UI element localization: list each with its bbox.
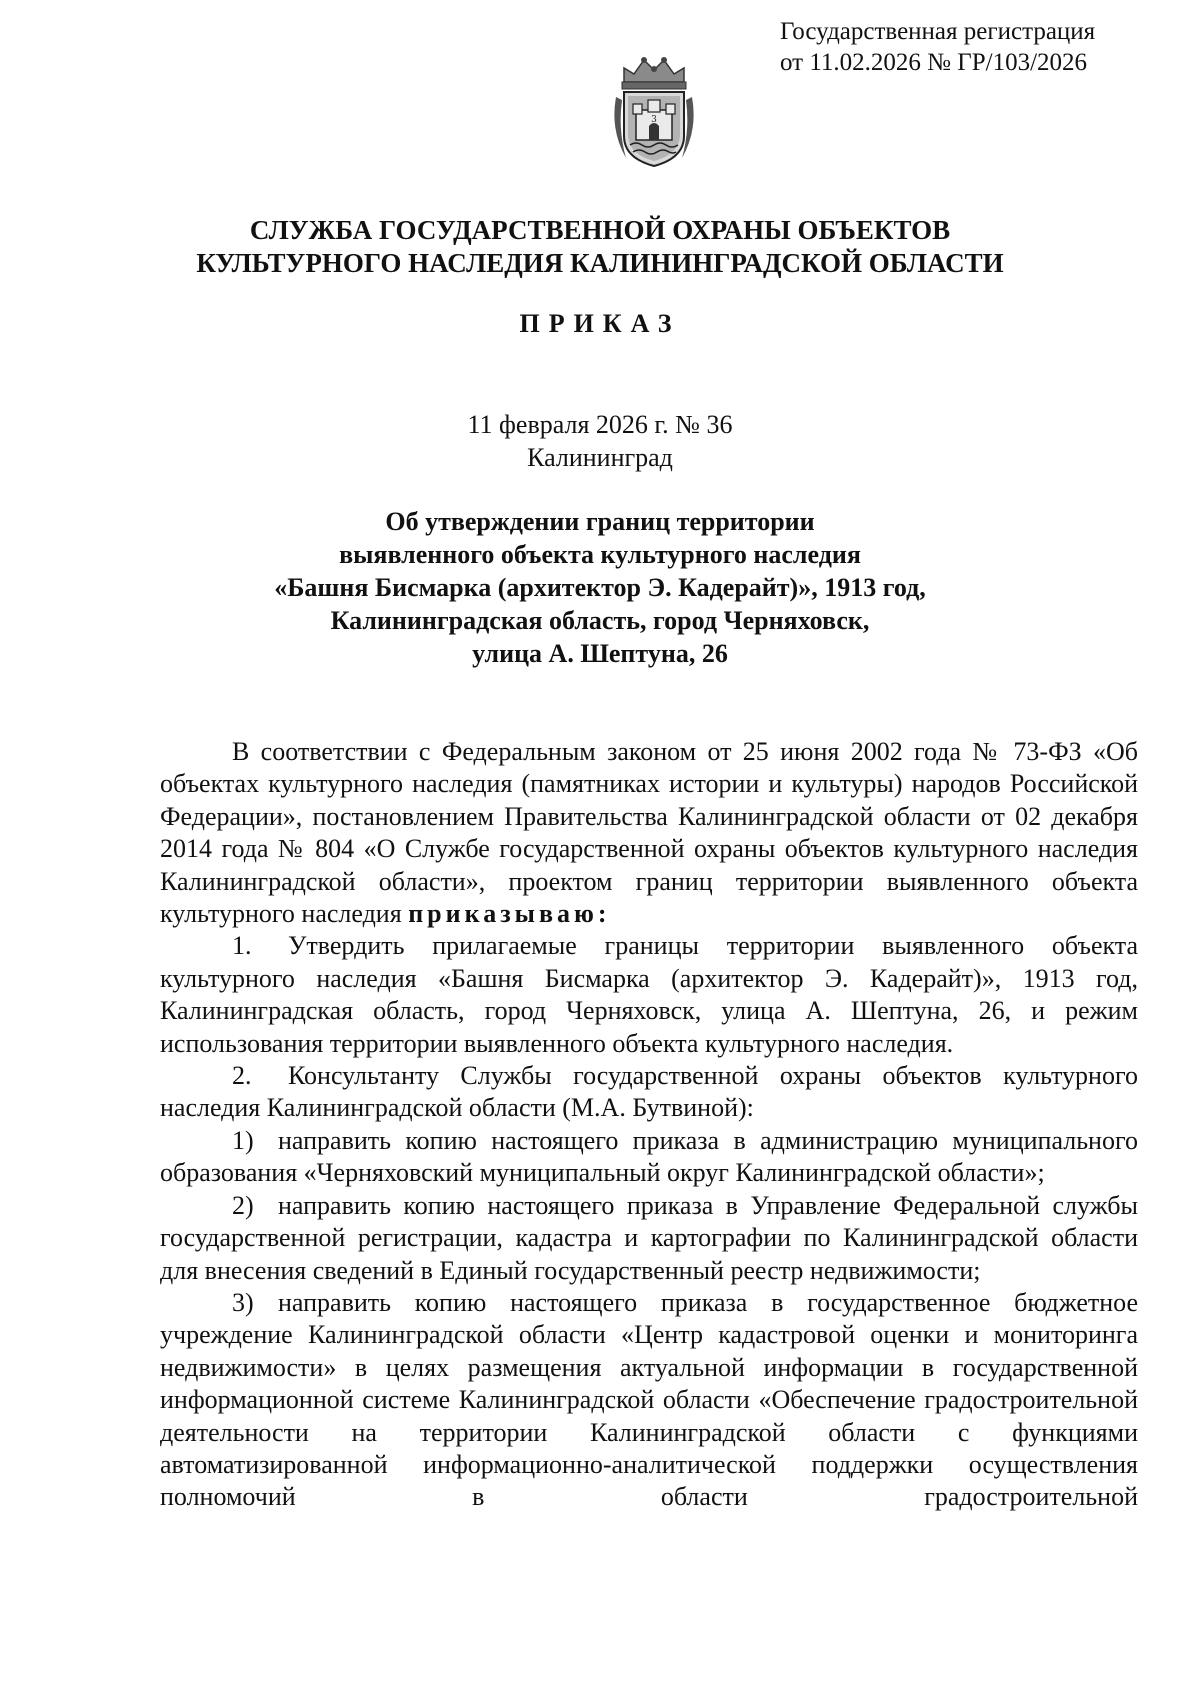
subject-line-2: выявленного объекта культурного наследия (339, 540, 861, 569)
preamble-paragraph (160, 736, 1138, 930)
document-type: ПРИКАЗ (519, 309, 681, 338)
kaliningrad-coat-of-arms-icon (610, 52, 698, 170)
preamble-emphasis: приказываю: (408, 899, 611, 929)
subitem-number: 2) (232, 1190, 254, 1220)
item-number: 2. (232, 1061, 252, 1091)
order-body (160, 736, 1138, 1514)
item-number: 1. (232, 931, 252, 961)
subject-line-1: Об утверждении границ территории (385, 507, 815, 536)
subitem-paragraph-2 (160, 1190, 1138, 1287)
organization-line-2: КУЛЬТУРНОГО НАСЛЕДИЯ КАЛИНИНГРАДСКОЙ ОБЛАСТИ (196, 248, 1004, 278)
organization-line-1: СЛУЖБА ГОСУДАРСТВЕННОЙ ОХРАНЫ ОБЪЕКТОВ (249, 215, 951, 245)
organization-name (150, 214, 1050, 280)
subject-line-3: «Башня Бисмарка (архитектор Э. Кадерайт)», 1913 год, (274, 573, 926, 602)
registration-line-2: от 11.02.2026 № ГР/103/2026 (780, 49, 1088, 76)
subject-line-4: Калининградская область, город Черняховск, (330, 606, 870, 635)
order-subject (150, 505, 1050, 670)
subitem-number: 1) (232, 1125, 254, 1155)
subitem-paragraph-3 (160, 1287, 1138, 1514)
svg-text:3: 3 (651, 115, 657, 125)
subitem-text: направить копию настоящего приказа в администрацию муниципального образования «Черняховский муниципальный округ Калининградской области»; (160, 1125, 1138, 1188)
date-number: 11 февраля 2026 г. № 36 (467, 410, 733, 439)
registration-line-1: Государственная регистрация (780, 18, 1096, 45)
subitem-text: направить копию настоящего приказа в Управление Федеральной службы государственной регистрации, кадастра и картографии по Калининградской области для внесения сведений в Единый государственный реестр недвижимости; (160, 1190, 1138, 1285)
item-paragraph-2 (160, 1060, 1138, 1125)
item-text: Консультанту Службы государственной охраны объектов культурного наследия Калининградской области (М.А. Бутвиной): (160, 1061, 1138, 1123)
subject-line-5: улица А. Шептуна, 26 (472, 639, 728, 668)
city: Калининград (527, 443, 673, 472)
item-paragraph-1 (160, 930, 1138, 1060)
date-and-place (150, 408, 1050, 474)
subitem-paragraph-1 (160, 1125, 1138, 1190)
preamble-text: В соответствии с Федеральным законом от 25 июня 2002 года № 73-ФЗ «Об объектах культурного наследия (памятниках истории и культуры) народов Российской Федерации», постановлением Правительства Калининградской области от 02 декабря 2014 года № 804 «О Службе государственной охраны объектов культурного наследия Калининградской области», проектом границ территории выявленного объекта культурного наследия (160, 737, 1138, 929)
registration-stamp (780, 16, 1180, 78)
subitem-number: 3) (232, 1287, 254, 1317)
item-text: Утвердить прилагаемые границы территории выявленного объекта культурного наследия «Башня Бисмарка (архитектор Э. Кадерайт)», 1913 год, Калининградская область, город Черняховск, улица А. Шептуна, 26, и режим использования территории выявленного объекта культурного наследия. (160, 931, 1138, 1058)
subitem-text: направить копию настоящего приказа в государственное бюджетное учреждение Калининградской области «Центр кадастровой оценки и мониторинга недвижимости» в целях размещения актуальной информации в государственной информационной системе Калининградской области «Обеспечение градостроительной деятельности на территории Калининградской области с функциями автоматизированной информационно-аналитической поддержки осуществления полномочий в области градостроительной (160, 1287, 1138, 1512)
